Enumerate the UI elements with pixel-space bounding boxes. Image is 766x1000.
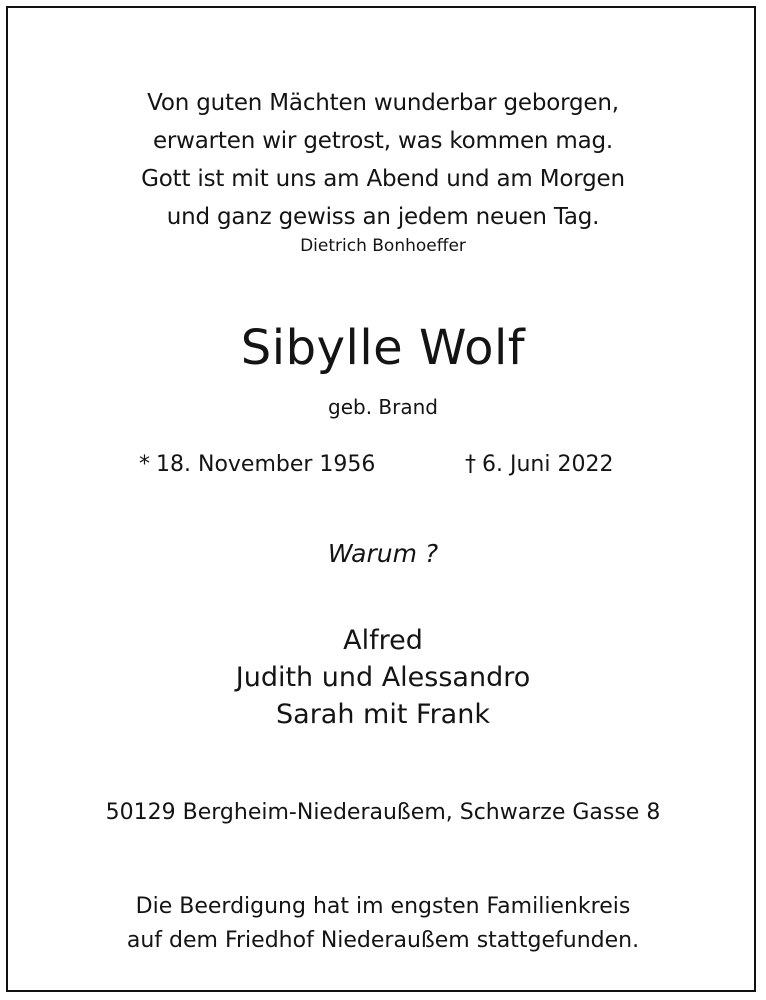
poem-line: und ganz gewiss an jedem neuen Tag. (166, 204, 600, 230)
birth-name: geb. Brand (328, 395, 438, 419)
birth-star-icon: * (139, 452, 150, 477)
death-cross-icon: † (465, 452, 476, 477)
notice-line: auf dem Friedhof Niederaußem stattgefunden. (126, 928, 640, 953)
notice-line: Die Beerdigung hat im engsten Familienkreis (135, 894, 631, 919)
family-member: Judith und Alessandro (235, 662, 531, 693)
family-mourners (0, 622, 766, 733)
funeral-notice (0, 890, 766, 958)
address: 50129 Bergheim-Niederaußem, Schwarze Gasse 8 (105, 800, 661, 825)
family-member: Sarah mit Frank (276, 699, 490, 730)
poem-line: erwarten wir getrost, was kommen mag. (152, 128, 614, 154)
family-member: Alfred (343, 625, 423, 656)
poem (0, 84, 766, 236)
question-text: Warum ? (327, 539, 439, 568)
poem-line: Gott ist mit uns am Abend und am Morgen (141, 166, 625, 192)
death-date: 6. Juni 2022 (482, 452, 614, 477)
deceased-name: Sibylle Wolf (240, 320, 526, 376)
death-date-line (465, 450, 613, 480)
birth-date-line (139, 450, 375, 480)
birth-date: 18. November 1956 (156, 452, 376, 477)
poem-line: Von guten Mächten wunderbar geborgen, (147, 90, 619, 116)
life-dates (0, 450, 766, 480)
poem-author: Dietrich Bonhoeffer (300, 236, 466, 256)
